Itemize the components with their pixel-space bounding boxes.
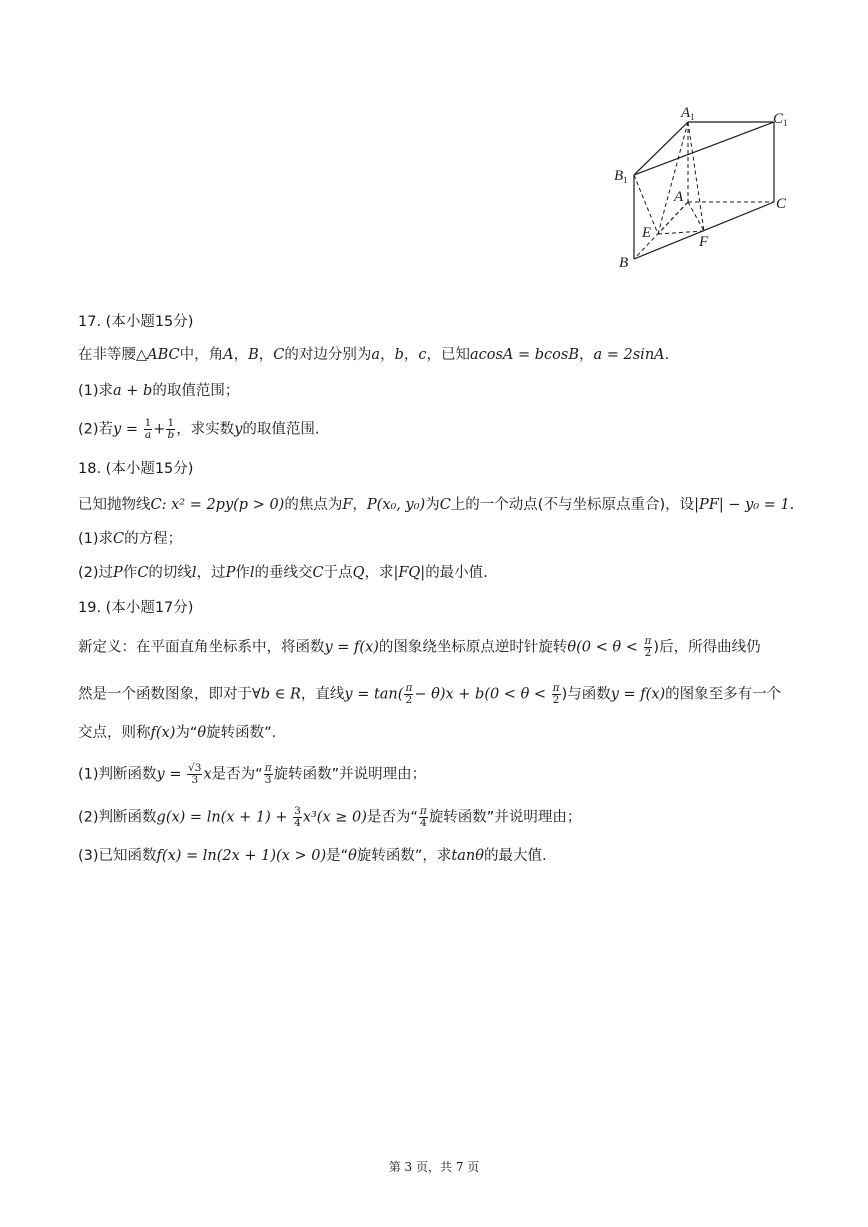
q18-part1: (1)求C的方程； bbox=[78, 531, 183, 547]
q19-line2: 然是一个函数图象，即对于∀b ∈ R，直线y = tan( $\frac{\pi}{2}$ − θ)x + b(0 < θ < $\frac{\pi}{2}$ )与函数y = f(x)的图象至多有一个 bbox=[78, 682, 782, 706]
q19-part3: (3)已知函数f(x) = ln(2x + 1)(x > 0)是“θ旋转函数”，求tanθ的最大值. bbox=[78, 848, 547, 864]
label-C1: $C_1$ bbox=[773, 111, 788, 128]
q19-header: 19. (本小题17分) bbox=[78, 600, 194, 616]
frac-sqrt3-3: $\frac{√3}{3}$ bbox=[188, 762, 202, 786]
frac-pi-3: $\frac{\pi}{3}$ bbox=[264, 762, 272, 786]
frac-3-4: $\frac{3}{4}$ bbox=[294, 805, 301, 829]
q18-header: 18. (本小题15分) bbox=[78, 461, 194, 477]
q17-header: 17. (本小题15分) bbox=[78, 314, 194, 330]
label-B1: $B_1$ bbox=[614, 168, 628, 185]
q19-part1: (1)判断函数y = $\frac{√3}{3}$ x是否为“ $\frac{\pi}{3}$ 旋转函数”并说明理由； bbox=[78, 762, 427, 786]
label-B: B bbox=[619, 255, 629, 271]
frac-1-a: $\frac{1}{a}$ bbox=[144, 417, 152, 441]
q19-line1: 新定义：在平面直角坐标系中，将函数y = f(x)的图象绕坐标原点逆时针旋转θ(0 < θ < $\frac{\pi}{2}$ )后，所得曲线仍 bbox=[78, 635, 761, 659]
label-F: F bbox=[699, 234, 709, 250]
prism-figure bbox=[600, 95, 800, 275]
edge-BC bbox=[634, 202, 774, 259]
edge-A1B1 bbox=[634, 122, 688, 175]
seg-A1F bbox=[688, 122, 704, 231]
q19-part2: (2)判断函数g(x) = ln(x + 1) + $\frac{3}{4}$ x³(x ≥ 0)是否为“ $\frac{\pi}{4}$ 旋转函数”并说明理由； bbox=[78, 805, 582, 829]
label-C: C bbox=[776, 196, 787, 212]
frac-pi-2: $\frac{\pi}{2}$ bbox=[644, 635, 652, 659]
frac-pi-2: $\frac{\pi}{2}$ bbox=[405, 682, 413, 706]
q17-stem: 在非等腰△ABC中，角A，B，C的对边分别为a，b，c，已知acosA = bcosB，a = 2sinA. bbox=[78, 347, 670, 363]
q18-stem: 已知抛物线C: x² = 2py(p > 0)的焦点为F，P(x₀, y₀)为C上的一个动点(不与坐标原点重合)，设|PF| − y₀ = 1. bbox=[78, 497, 795, 513]
q19-line3: 交点，则称f(x)为“θ旋转函数”. bbox=[78, 725, 277, 741]
label-A: A bbox=[674, 189, 684, 205]
q17-part2: (2)若y = $\frac{1}{a}$ + $\frac{1}{b}$ ，求实数y的取值范围. bbox=[78, 417, 320, 441]
page-footer: 第 3 页，共 7 页 bbox=[388, 1160, 480, 1174]
frac-pi-4: $\frac{\pi}{4}$ bbox=[419, 805, 427, 829]
label-A1: $A_1$ bbox=[681, 105, 695, 122]
edge-B1C1 bbox=[634, 122, 774, 175]
q18-part2: (2)过P作C的切线l，过P作l的垂线交C于点Q，求|FQ|的最小值. bbox=[78, 565, 488, 581]
seg-AF bbox=[688, 202, 704, 231]
frac-1-b: $\frac{1}{b}$ bbox=[167, 417, 175, 441]
label-E: E bbox=[642, 225, 652, 241]
q17-part1: (1)求a + b的取值范围； bbox=[78, 383, 240, 399]
frac-pi-2: $\frac{\pi}{2}$ bbox=[552, 682, 560, 706]
